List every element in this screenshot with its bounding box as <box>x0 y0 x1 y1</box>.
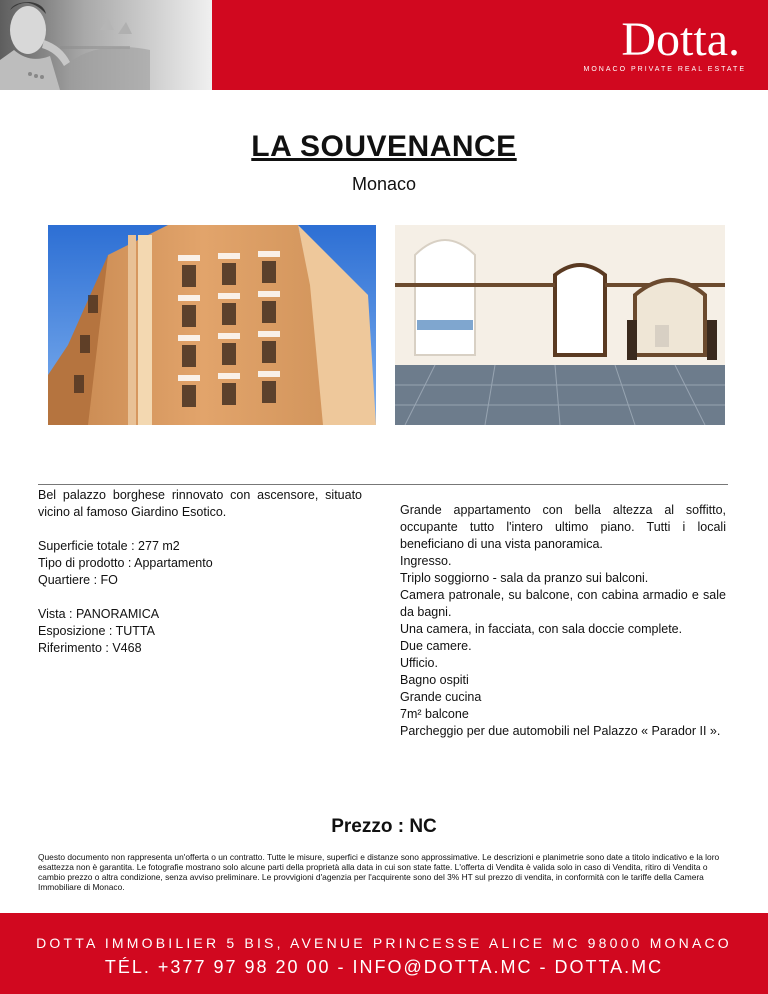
interior-photo <box>395 225 725 425</box>
legal-disclaimer: Questo documento non rappresenta un'offerta o un contratto. Tutte le misure, superfici e distanze sono approssimative. Le descrizioni e planimetrie sono date a titolo indicativo e la loro esattezza non è garantita. Le fotografie mostrano solo alcune parti della proprietà alla data in cui son state fatte. L'offerta di Vendita è valida solo in caso di Vendita, ritiro di Vendita o cambio prezzo o altra condizione, senza avviso preliminare. Le provvigioni d'agenzia per l'acquirente sono del 3% HT sul prezzo di vendita, in conformità con le tariffe della Camera Immobiliare di Monaco. <box>38 852 720 892</box>
description-line: Camera patronale, su balcone, con cabina armadio e sale da bagni. <box>400 588 726 619</box>
description-line: Ufficio. <box>400 656 438 670</box>
dotta-logo-text: Dotta. <box>621 13 740 66</box>
woman-portrait-image <box>0 0 212 90</box>
description-line: Bagno ospiti <box>400 673 469 687</box>
logo-tagline: MONACO PRIVATE REAL ESTATE <box>583 66 746 73</box>
footer-banner <box>0 913 768 994</box>
listing-title: LA SOUVENANCE <box>251 130 517 163</box>
description-line: Una camera, in facciata, con sala doccie complete. <box>400 622 683 636</box>
price-label: Prezzo : NC <box>331 816 437 837</box>
reference-detail: Riferimento : V468 <box>38 641 142 655</box>
summary-intro: Bel palazzo borghese rinnovato con ascensore, situato vicino al famoso Giardino Esotico. <box>38 488 362 519</box>
section-divider <box>38 484 728 485</box>
description-line: 7m² balcone <box>400 707 469 721</box>
building-photo <box>48 225 376 425</box>
surface-detail: Superficie totale : 277 m2 <box>38 539 180 553</box>
listing-location: Monaco <box>351 174 417 194</box>
footer-address: DOTTA IMMOBILIER 5 BIS, AVENUE PRINCESSE ALICE MC 98000 MONACO <box>36 935 732 951</box>
header-banner <box>0 0 768 90</box>
description-line: Ingresso. <box>400 554 452 568</box>
product-type-detail: Tipo di prodotto : Appartamento <box>38 556 213 570</box>
description-line: Parcheggio per due automobili nel Palazzo « Parador II ». <box>400 724 721 738</box>
property-summary <box>38 487 362 657</box>
description-line: Triplo soggiorno - sala da pranzo sui balconi. <box>400 571 649 585</box>
description-line: Due camere. <box>400 639 472 653</box>
view-detail: Vista : PANORAMICA <box>38 607 160 621</box>
description-intro: Grande appartamento con bella altezza al soffitto, occupante tutto l'intero ultimo piano. Tutti i locali beneficiano di una vista panoramica. <box>400 503 726 551</box>
property-description <box>400 502 726 740</box>
footer-contact: TÉL. +377 97 98 20 00 - INFO@DOTTA.MC - DOTTA.MC <box>104 957 664 977</box>
exposure-detail: Esposizione : TUTTA <box>38 624 155 638</box>
description-line: Grande cucina <box>400 690 482 704</box>
header-photo <box>0 0 212 90</box>
district-detail: Quartiere : FO <box>38 573 118 587</box>
